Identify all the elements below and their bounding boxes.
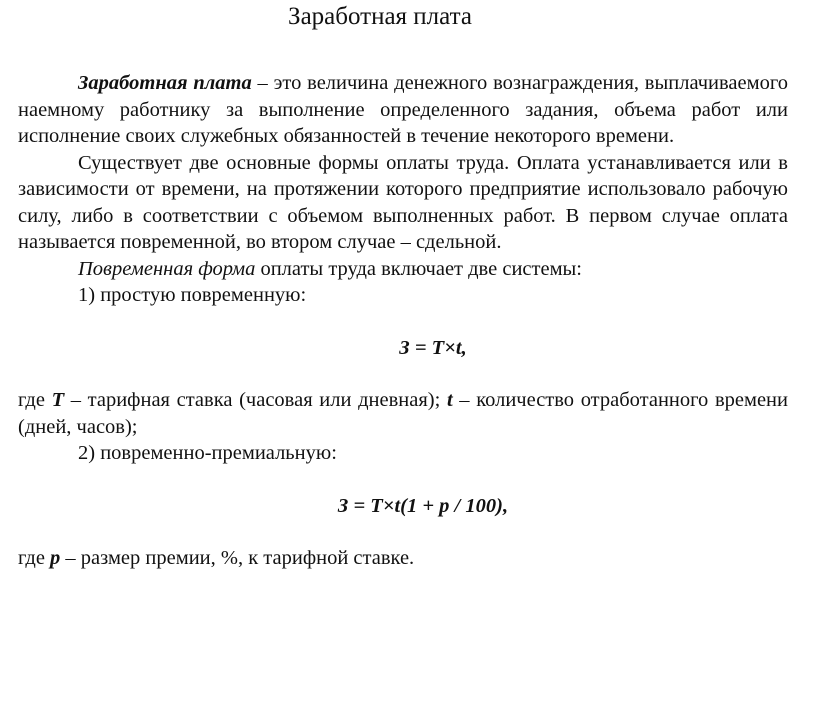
definition-text: – это величина денежного вознаграждения, выплачиваемого наемному работнику за выполнение определенного задания, объема работ или исполнение своих служебных обязанностей в течение некоторого времени. [18,72,788,147]
forms-paragraph: Существует две основные формы оплаты труда. Оплата устанавливается или в зависимости от времени, на протяжении которого предприятие использовало рабочую силу, либо в соответствии с объемом выполненных работ. В первом случае оплата называется повременной, во втором случае – сдельной. [18,151,788,253]
formula-2-explanation [18,545,788,572]
formula-1-explanation [18,387,788,440]
formula-2 [18,493,788,520]
var-p: р [50,547,61,569]
time-form-text: оплаты труда включает две системы: [255,257,583,280]
system-item-1: 1) простую повременную: [78,284,307,306]
system-item-2: 2) повременно-премиальную: [78,442,337,464]
formula-2-suffix: , [502,494,509,517]
var-T: Т [51,389,65,411]
formula-1-expression: З = Т×t [399,336,462,359]
formula-1-suffix: , [461,336,467,359]
time-form-term: Повременная форма [78,257,256,280]
where-2-prefix: где [18,547,51,569]
where-1-prefix: где [18,389,52,411]
var-p-desc: – размер премии, %, к тарифной ставке. [60,547,415,569]
var-T-desc: – тарифная ставка (часовая или дневная); [64,389,447,411]
var-t: t [446,389,453,411]
formula-2-expression: З = Т×t(1 + р / 100) [337,494,503,517]
document-body [18,70,788,572]
var-t-desc: – количество отработанного времени (дней, часов); [18,389,788,438]
definition-paragraph [18,70,788,150]
formula-1 [18,335,788,362]
definition-term: Заработная плата [78,72,252,94]
page-title: Заработная плата [288,3,472,30]
time-form-paragraph [18,256,788,283]
